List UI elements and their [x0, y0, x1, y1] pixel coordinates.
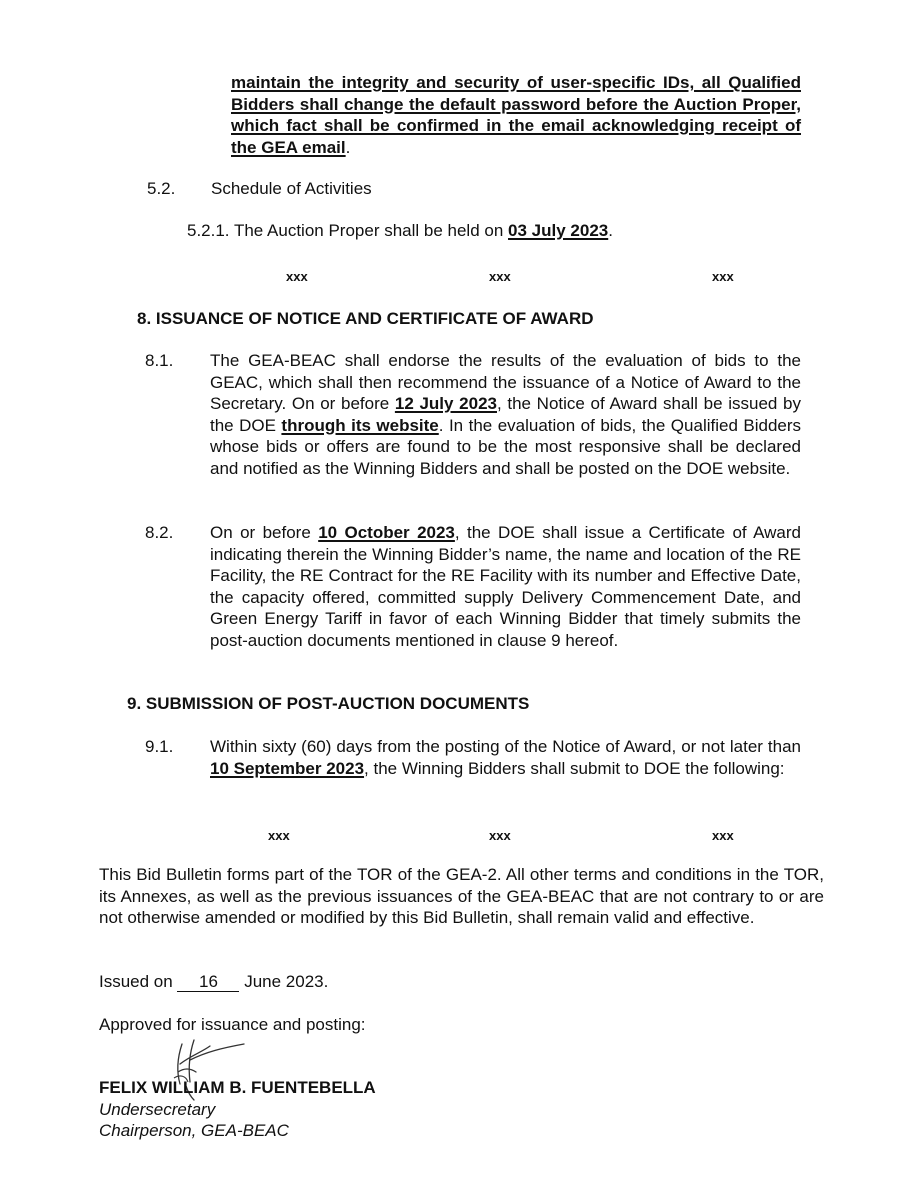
section-9-1-number: 9.1.	[145, 737, 174, 756]
issued-day: 16	[177, 973, 239, 992]
section-5-2-1-text: 5.2.1. The Auction Proper shall be held on	[187, 221, 509, 240]
section-8-1-number: 8.1.	[145, 351, 174, 370]
signatory-name: FELIX WILLIAM B. FUENTEBELLA	[99, 1078, 376, 1097]
section-9-1-body	[210, 736, 801, 779]
separator-mark: xxx	[489, 828, 511, 843]
section-5-2-1-suffix: .	[608, 221, 613, 240]
section-8-heading: 8. ISSUANCE OF NOTICE AND CERTIFICATE OF AWARD	[137, 309, 594, 328]
signatory-position: Chairperson, GEA-BEAC	[99, 1121, 289, 1140]
separator-mark: xxx	[286, 269, 308, 284]
section-8-1-body	[210, 350, 801, 479]
issued-suffix: June 2023.	[244, 972, 329, 991]
notice-date: 12 July 2023	[394, 394, 497, 413]
section-5-2-title: Schedule of Activities	[211, 179, 372, 198]
intro-bold-text: maintain the integrity and security of user-specific IDs, all Qualified Bidders shall change the default password before the Auction Proper, which fact shall be confirmed in the email acknowledging receipt of the GEA email	[231, 73, 801, 157]
section-8-1-text: . In the evaluation of bids, the Qualified Bidders whose bids or offers are found to be the most responsive shall be declared and notified as the Winning Bidders and shall be posted on the DOE website.	[210, 415, 802, 478]
submission-date: 10 September 2023	[210, 758, 365, 778]
intro-paragraph	[231, 72, 801, 158]
section-8-2-body	[210, 522, 801, 651]
website-emphasis: through its website	[281, 415, 439, 435]
issued-line	[99, 971, 328, 993]
separator-mark: xxx	[712, 828, 734, 843]
separator-mark: xxx	[489, 269, 511, 284]
certificate-date: 10 October 2023	[318, 523, 455, 542]
separator-mark: xxx	[268, 828, 290, 843]
section-5-2-number: 5.2.	[147, 179, 176, 198]
section-9-1-text: Within sixty (60) days from the posting of the Notice of Award, or not later than	[210, 737, 801, 756]
separator-mark: xxx	[712, 269, 734, 284]
signatory-title: Undersecretary	[99, 1100, 216, 1119]
section-5-2-1	[187, 220, 613, 242]
issued-prefix: Issued on	[99, 972, 173, 991]
closing-paragraph: This Bid Bulletin forms part of the TOR of the GEA-2. All other terms and conditions in the TOR, its Annexes, as well as the previous issuances of the GEA-BEAC that are not contrary to or are not otherwise amended or modified by this Bid Bulletin, shall remain valid and effective.	[99, 865, 824, 927]
section-9-1-text: , the Winning Bidders shall submit to DOE the following:	[364, 758, 785, 778]
section-9-heading: 9. SUBMISSION OF POST-AUCTION DOCUMENTS	[127, 694, 530, 713]
approval-statement: Approved for issuance and posting:	[99, 1015, 366, 1034]
intro-period: .	[345, 137, 351, 157]
section-8-2-text: , the DOE shall issue a Certificate of Award indicating therein the Winning Bidder’s name, the name and location of the RE Facility, the RE Contract for the RE Facility with its number and Effective Date, the capacity offered, committed supply Delivery Commencement Date, and Green Energy Tariff in favor of each Winning Bidder that timely submits the post-auction documents mentioned in clause 9 hereof.	[210, 523, 801, 650]
auction-date: 03 July 2023	[508, 221, 609, 240]
section-8-1-text: , the Notice of Award shall be issued by the DOE	[210, 394, 801, 435]
section-8-2-text: On or before	[210, 523, 319, 542]
section-8-2-number: 8.2.	[145, 523, 174, 542]
section-8-1-text: The GEA-BEAC shall endorse the results of the evaluation of bids to the GEAC, which shall then recommend the issuance of a Notice of Award to the Secretary. On or before	[210, 351, 801, 413]
